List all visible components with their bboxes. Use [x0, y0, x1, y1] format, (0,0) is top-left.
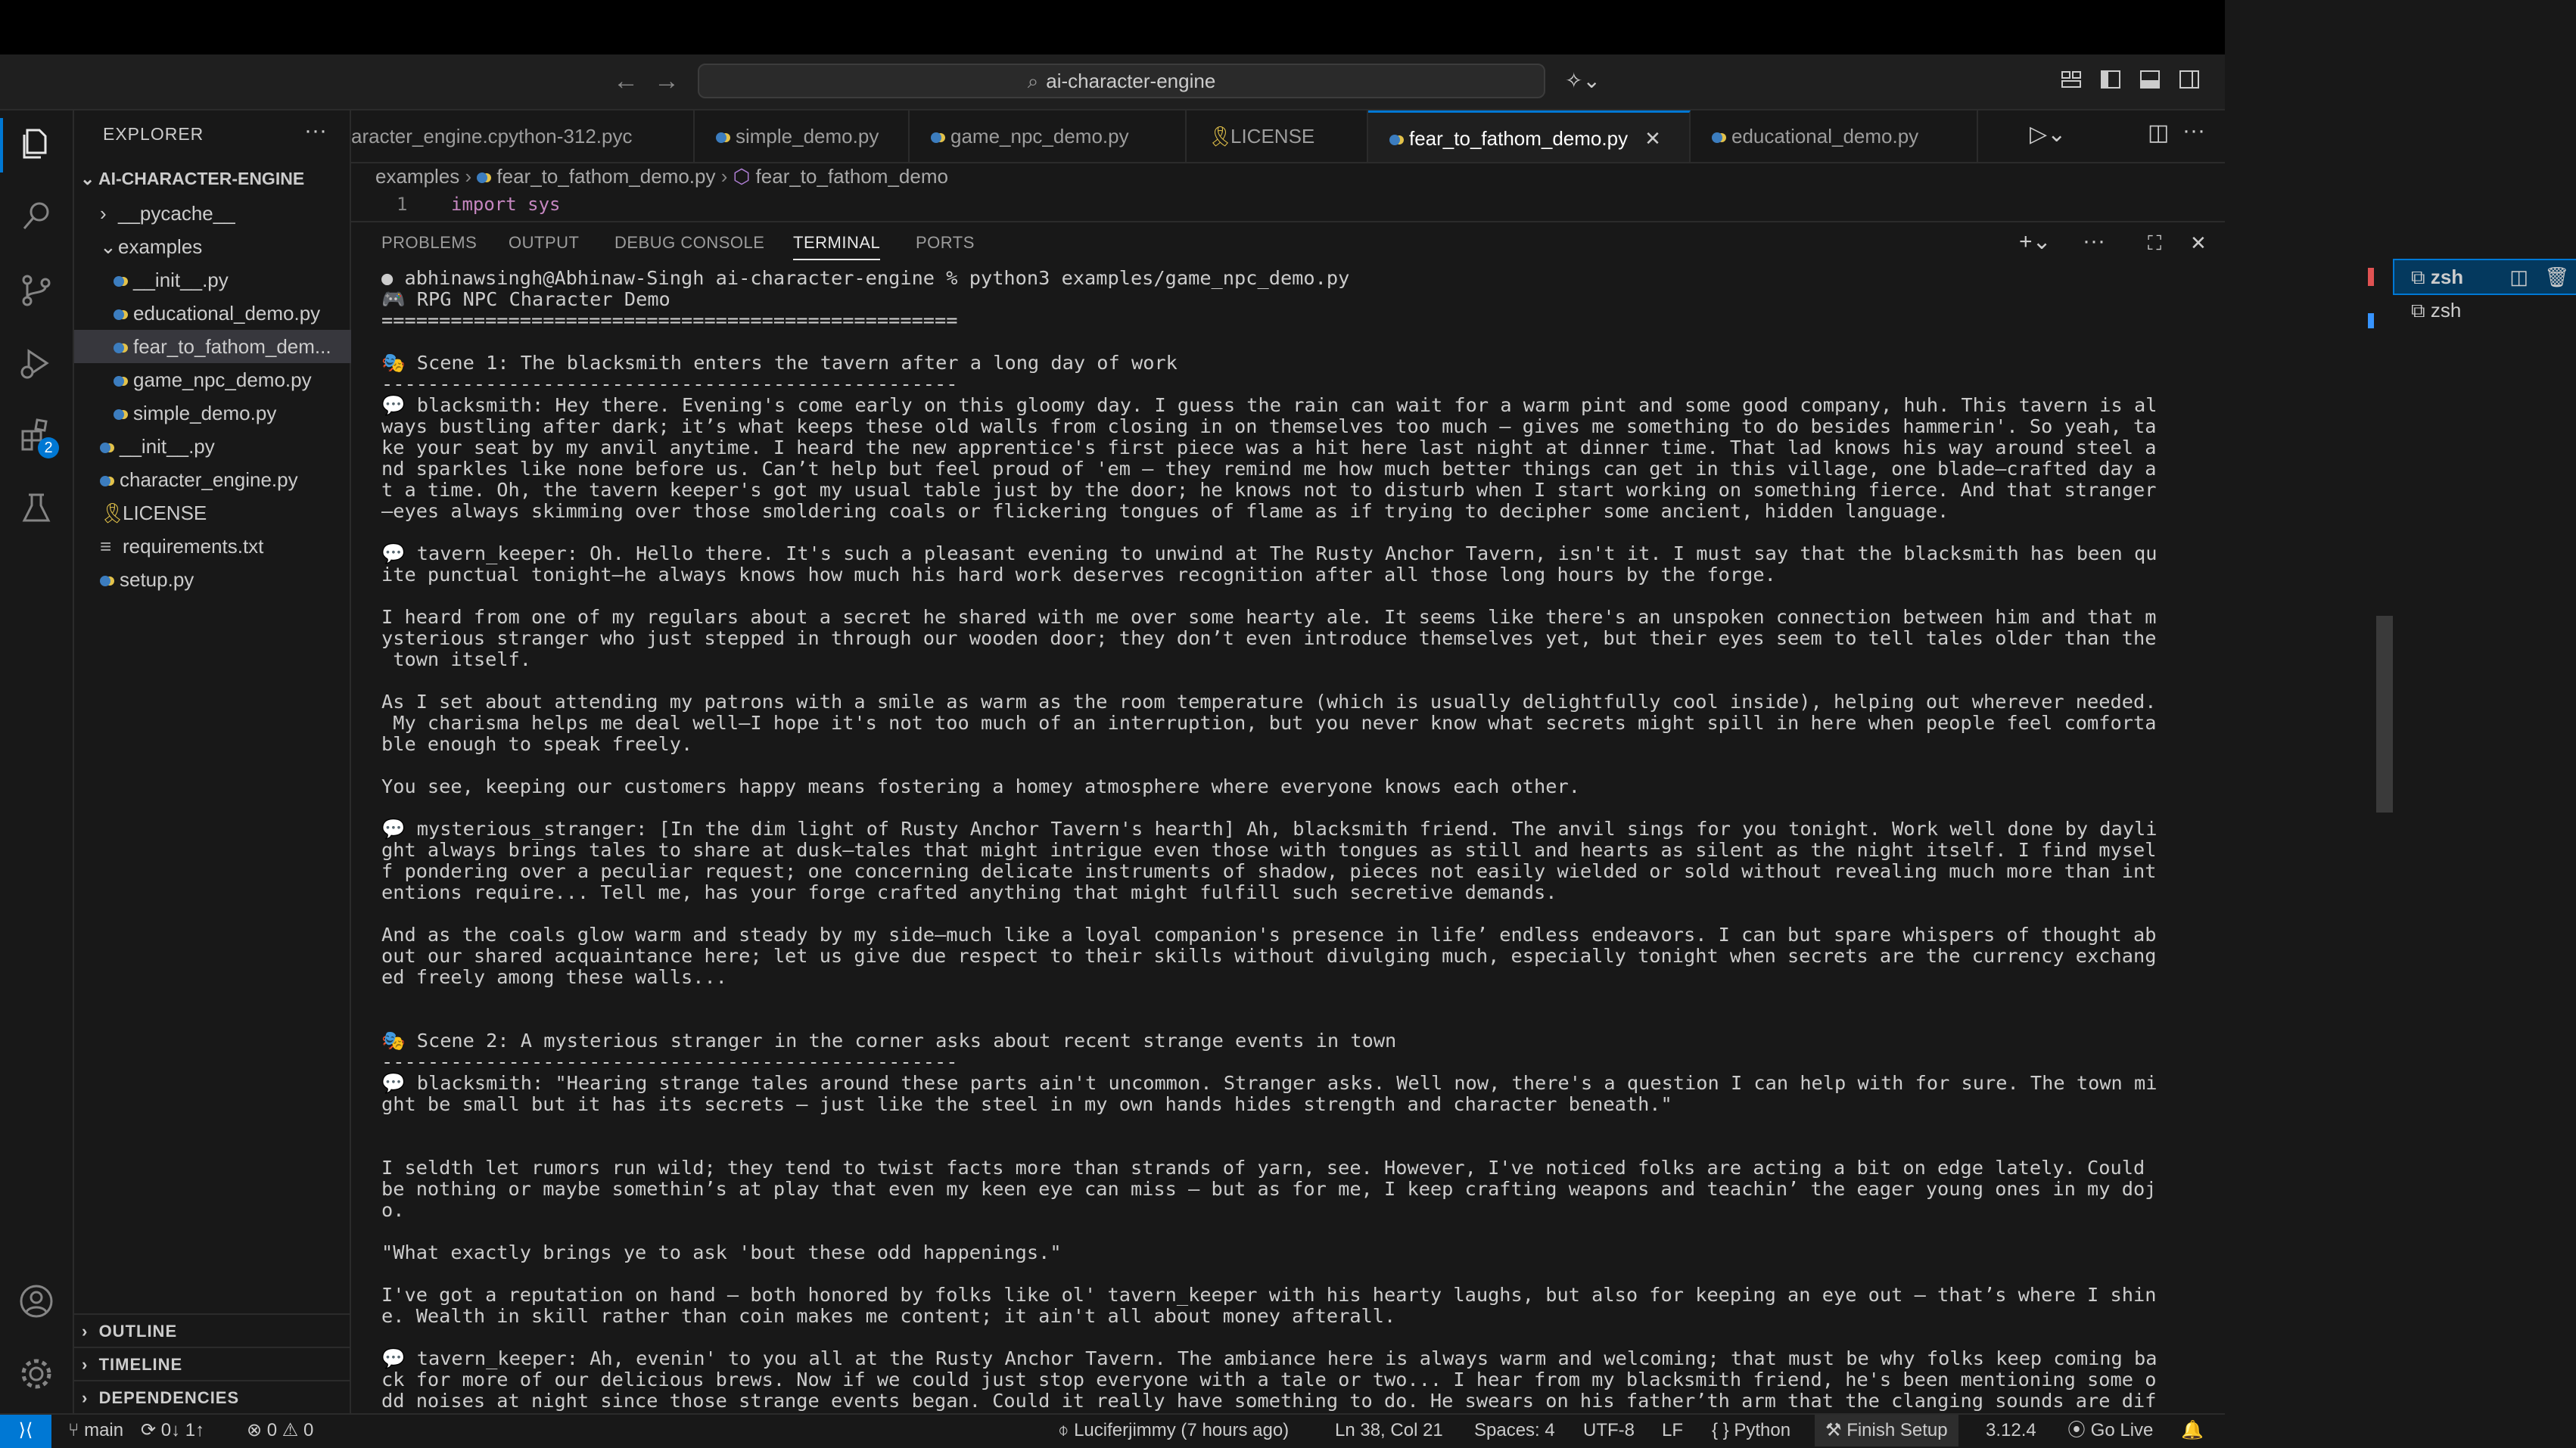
- split-editor-icon[interactable]: ◫: [2148, 120, 2170, 145]
- testing-icon[interactable]: [17, 489, 56, 528]
- terminal-line: As I set about attending my patrons with a smile as warm as the room temperature (which is usually delightfully cool inside), helping out wherever needed.: [381, 691, 2157, 713]
- timeline-section[interactable]: [74, 1347, 357, 1381]
- tab-terminal[interactable]: TERMINAL: [793, 233, 880, 260]
- terminal-line: [381, 331, 2369, 353]
- python-version[interactable]: 3.12.4: [1986, 1420, 2036, 1440]
- tab-label: game_npc_demo.py: [950, 125, 1129, 148]
- python-file-icon: [100, 443, 110, 453]
- tab-fear-to-fathom-demo[interactable]: [1368, 110, 1691, 162]
- python-file-icon: [931, 132, 941, 143]
- finish-setup-button[interactable]: [1815, 1415, 1958, 1446]
- explorer-item-label: game_npc_demo.py: [133, 368, 312, 391]
- project-name: AI-CHARACTER-ENGINE: [98, 169, 305, 188]
- explorer-item-label: simple_demo.py: [133, 402, 277, 424]
- python-file-icon: [716, 132, 726, 143]
- tab-educational-demo[interactable]: [1691, 110, 1978, 162]
- go-live-label: Go Live: [2090, 1420, 2154, 1440]
- blame-text: Luciferjimmy (7 hours ago): [1074, 1420, 1290, 1440]
- end-of-line[interactable]: LF: [1662, 1420, 1684, 1440]
- python-file-icon: [100, 576, 110, 586]
- explorer-item[interactable]: [74, 463, 375, 496]
- terminal-line: I seldth let rumors run wild; they tend to twist facts more than strands of yarn, see. However, I've noticed folks are acting a bit on edge lately. Could: [381, 1157, 2145, 1179]
- tab-label: educational_demo.py: [1731, 125, 1919, 148]
- new-terminal-icon[interactable]: +⌄: [2019, 229, 2052, 254]
- terminal-name: zsh: [2430, 266, 2464, 288]
- terminal-icon: ⧉: [2411, 266, 2425, 288]
- language-mode[interactable]: { } Python: [1712, 1420, 1791, 1440]
- tab-label: LICENSE: [1230, 125, 1315, 148]
- terminal-line: dd noises at night since those strange events began. Could it really have something to do. He swears on his father’th arm that the clanging sounds are dif: [381, 1390, 2157, 1412]
- sync-counts: 0↓ 1↑: [160, 1420, 205, 1440]
- terminal-line: t a time. Oh, the tavern keeper's got my usual table just by the door; he knows not to disturb when I start working on something fierce. And that stranger: [381, 479, 2157, 501]
- terminal-icon: ⧉: [2411, 299, 2425, 322]
- explorer-item[interactable]: [74, 496, 375, 530]
- python-file-icon: [114, 343, 124, 353]
- python-file-icon: [114, 276, 124, 287]
- terminal-line: --------------------------------------------------: [381, 1051, 958, 1073]
- terminal-line: ke your seat by my anvil anytime. I heard the new apprentice's first piece was a hit here last night at dinner time. That lad knows his way around steel a: [381, 437, 2157, 458]
- terminal-line: 🎭 Scene 1: The blacksmith enters the tavern after a long day of work: [381, 352, 1178, 374]
- chevron-right-icon: ›: [82, 1322, 89, 1341]
- explorer-header: EXPLORER: [103, 124, 204, 144]
- tab-label: aracter_engine.cpython-312.pyc: [351, 125, 633, 148]
- more-actions-icon[interactable]: ···: [2182, 118, 2205, 143]
- terminal-line: ck for more of our delicious brews. Now if we could just stop everyone with a tale or two... I hear from my blacksmith friend, he's been mentioning some o: [381, 1369, 2157, 1391]
- terminal-line: ite punctual tonight—he always knows how much his hard work deserves recognition after all those long hours by the forge.: [381, 564, 1776, 586]
- chevron-right-icon: ›: [82, 1355, 89, 1374]
- python-file-icon: [114, 409, 124, 420]
- explorer-item[interactable]: [74, 363, 389, 396]
- run-debug-icon[interactable]: [17, 343, 56, 383]
- terminal-item-zsh[interactable]: [2394, 294, 2576, 327]
- explorer-item[interactable]: [74, 230, 375, 263]
- terminal-line: "What exactly brings ye to ask 'bout these odd happenings.": [381, 1241, 1062, 1263]
- terminal-line: ysterious stranger who just stepped in through our wooden door; they don’t even introduce themselves yet, but their eyes seem to tell tales older than the: [381, 627, 2157, 649]
- explorer-icon[interactable]: [17, 124, 56, 163]
- terminal-line: town itself.: [381, 648, 531, 670]
- sync-indicator[interactable]: [141, 1415, 204, 1446]
- explorer-item[interactable]: [74, 330, 389, 363]
- terminal-line: f pondering over a peculiar request; one concerning delicate instruments of shadow, pieces not easily wielded or sold without revealing much more than int: [381, 860, 2157, 882]
- terminal-line: [381, 1263, 2369, 1285]
- git-blame[interactable]: [1058, 1415, 1289, 1446]
- forward-arrow-icon[interactable]: →: [654, 67, 680, 95]
- explorer-item-label: fear_to_fathom_dem...: [133, 335, 331, 358]
- outline-section[interactable]: [74, 1313, 357, 1348]
- dependencies-section[interactable]: [74, 1380, 357, 1415]
- layout-customize-icon[interactable]: [2060, 68, 2083, 91]
- git-branch-icon: ⑂: [68, 1420, 79, 1440]
- module-symbol-icon: ⬡: [733, 165, 751, 188]
- explorer-item[interactable]: [74, 297, 389, 330]
- terminal-output[interactable]: [381, 268, 2369, 1412]
- text-file-icon: ≡: [100, 535, 112, 558]
- tab-license[interactable]: [1187, 110, 1368, 162]
- editor-tabs: [351, 110, 2225, 163]
- python-file-icon: [1712, 132, 1722, 143]
- chevron-right-icon: ›: [82, 1388, 89, 1407]
- explorer-item[interactable]: [74, 197, 375, 230]
- terminal-line: 💬 mysterious_stranger: [In the dim light of Rusty Anchor Tavern's hearth] Ah, blacksmith friend. The anvil sings for you tonight. Work well done by dayli: [381, 818, 2158, 840]
- terminal-line: 💬 blacksmith: "Hearing strange tales around these parts ain't uncommon. Stranger asks. Well now, there's a question I can help with for sure. The town mi: [381, 1072, 2158, 1094]
- window-top-bar: [0, 0, 2225, 54]
- terminal-line: [381, 1136, 2369, 1157]
- terminal-line: ● abhinawsingh@Abhinaw-Singh ai-character-engine % python3 examples/game_npc_demo.py: [381, 267, 1350, 289]
- python-file-icon: [114, 309, 124, 320]
- explorer-item-label: examples: [118, 235, 203, 258]
- terminal-line: --------------------------------------------------: [381, 373, 958, 395]
- terminal-line: —eyes always skimming over those smoldering coals or flickering tongues of flame as if trying to decipher some ancient, hidden language.: [381, 500, 1949, 522]
- terminal-line: 💬 blacksmith: Hey there. Evening's come early on this gloomy day. I guess the rain can wait for a warm pint and some good company, huh. This tavern is al: [381, 394, 2158, 416]
- terminal-line: [381, 1327, 2369, 1348]
- broadcast-icon: ⦿: [2067, 1420, 2086, 1440]
- explorer-item[interactable]: [74, 530, 375, 563]
- accounts-icon[interactable]: [17, 1282, 56, 1321]
- chevron-down-icon: ⌄: [100, 235, 117, 258]
- toggle-panel-icon[interactable]: [2139, 68, 2161, 91]
- code-line: import sys: [451, 194, 561, 215]
- tab-label: fear_to_fathom_demo.py: [1409, 127, 1629, 150]
- terminal-line: 🎮 RPG NPC Character Demo: [381, 288, 670, 310]
- source-control-icon[interactable]: [17, 271, 56, 310]
- tab-problems[interactable]: PROBLEMS: [381, 233, 478, 252]
- go-live-button[interactable]: [2067, 1415, 2153, 1446]
- title-bar: [0, 54, 2225, 110]
- tab-pyc[interactable]: [351, 110, 695, 162]
- terminal-line: ble enough to speak freely.: [381, 733, 693, 755]
- activity-bar: [0, 110, 74, 1413]
- terminal-line: e. Wealth in skill rather than coin makes me content; it ain't all about money afterall.: [381, 1305, 1396, 1327]
- cursor-position[interactable]: Ln 38, Col 21: [1335, 1420, 1443, 1440]
- chevron-right-icon: ›: [100, 202, 107, 225]
- terminal-line: [381, 1115, 2369, 1136]
- terminal-line: ways bustling after dark; it’s what keeps these old walls from closing in on themselves too much — gives me something to do besides hammerin'. So yeah, ta: [381, 415, 2157, 437]
- notifications-bell-icon[interactable]: 🔔: [2181, 1420, 2204, 1440]
- terminal-line: nd sparkles like none before us. Can’t help but feel proud of 'em — they remind me how much better things can get in this village, one blade—crafted day a: [381, 458, 2157, 480]
- toggle-primary-sidebar-icon[interactable]: [2099, 68, 2122, 91]
- dependencies-label: DEPENDENCIES: [98, 1388, 240, 1407]
- manage-gear-icon[interactable]: [17, 1354, 56, 1394]
- terminal-line: [381, 586, 2369, 607]
- terminal-line: [381, 1221, 2369, 1242]
- tab-simple-demo[interactable]: [695, 110, 910, 162]
- remote-indicator-icon[interactable]: ⟩⟨: [0, 1415, 51, 1448]
- terminal-line: entions require... Tell me, has your forge crafted anything that might fulfill such secretive demands.: [381, 881, 1557, 903]
- terminal-line: 🎭 Scene 2: A mysterious stranger in the corner asks about recent strange events in town: [381, 1030, 1397, 1052]
- explorer-item-label: requirements.txt: [123, 535, 264, 558]
- branch-indicator[interactable]: [68, 1415, 123, 1446]
- command-center-search[interactable]: [698, 64, 1545, 98]
- terminal-line: ght always brings tales to share at dusk—tales that might intrigue even those with tongues as still and hearts as silent as the night itself. I find mysel: [381, 839, 2157, 861]
- problems-indicator[interactable]: ⊗ 0 ⚠ 0: [247, 1420, 314, 1440]
- terminal-line: be nothing or maybe somethin’s at play that even my keen eye can miss — but as for me, I keep crafting weapons and teachin’ the eager young ones in my doj: [381, 1178, 2157, 1200]
- timeline-label: TIMELINE: [98, 1355, 183, 1374]
- python-file-icon: [1389, 135, 1400, 145]
- maximize-panel-icon[interactable]: ⛶: [2148, 231, 2162, 254]
- terminal-name: zsh: [2430, 299, 2462, 322]
- terminal-line: out our shared acquaintance here; let us give due respect to their skills without divulging much, especially tonight when secrets are the currency exchang: [381, 945, 2157, 967]
- explorer-item-label: __init__.py: [120, 435, 215, 458]
- terminal-line: 💬 tavern_keeper: Oh. Hello there. It's such a pleasant evening to unwind at The Rusty Anchor Tavern, isn't it. I must say that the blacksmith has been qu: [381, 542, 2158, 564]
- split-terminal-icon[interactable]: ◫: [2509, 266, 2528, 288]
- git-commit-icon: ⌽: [1058, 1420, 1069, 1440]
- finish-setup-label: Finish Setup: [1846, 1420, 1948, 1440]
- bottom-panel: [351, 221, 2570, 1415]
- python-file-icon: [114, 376, 124, 387]
- tab-label: simple_demo.py: [736, 125, 879, 148]
- terminal-line: I heard from one of my regulars about a secret he shared with me over some hearty ale. It seems like there's an unspoken connection between him and that m: [381, 606, 2157, 628]
- editor-visible-line[interactable]: [351, 194, 2016, 216]
- tab-debug-console[interactable]: DEBUG CONSOLE: [614, 233, 765, 252]
- terminal-line: You see, keeping our customers happy means fostering a homey atmosphere where everyone knows each other.: [381, 775, 1580, 797]
- active-view-indicator: [0, 118, 3, 172]
- terminal-line: o.: [381, 1199, 405, 1221]
- close-icon[interactable]: ✕: [1644, 127, 1661, 150]
- terminal-line: [381, 797, 2369, 819]
- python-file-icon: [477, 172, 487, 183]
- terminal-line: [381, 522, 2369, 543]
- copilot-icon[interactable]: ✧⌄: [1565, 69, 1601, 92]
- explorer-more-actions-icon[interactable]: ···: [304, 118, 327, 143]
- branch-name: main: [84, 1420, 124, 1440]
- terminal-line: [381, 1009, 2369, 1030]
- search-icon[interactable]: [17, 197, 56, 236]
- python-file-icon: [100, 476, 110, 486]
- terminal-line: [381, 988, 2369, 1009]
- setup-icon: ⚒: [1825, 1420, 1842, 1440]
- terminal-line: My charisma helps me deal well—I hope it's not too much of an interruption, but you never know what secrets might spill in here when people feel comforta: [381, 712, 2157, 734]
- terminal-line: ght be small but it has its secrets — just like the steel in my own hands hides strength and character beneath.": [381, 1093, 1672, 1115]
- explorer-item[interactable]: [74, 430, 375, 463]
- terminal-line: [381, 755, 2369, 776]
- close-panel-icon[interactable]: ✕: [2190, 231, 2207, 254]
- tab-output[interactable]: OUTPUT: [509, 233, 580, 252]
- run-python-file-icon[interactable]: ▷⌄: [2030, 122, 2067, 147]
- search-label: ai-character-engine: [1046, 70, 1216, 92]
- license-icon: 🎗: [1208, 125, 1234, 148]
- back-arrow-icon[interactable]: ←: [613, 67, 639, 95]
- outline-label: OUTLINE: [98, 1322, 178, 1341]
- tab-ports[interactable]: PORTS: [916, 233, 975, 252]
- breadcrumb-symbol[interactable]: fear_to_fathom_demo: [755, 165, 948, 188]
- explorer-item-label: educational_demo.py: [133, 302, 321, 325]
- explorer-item-label: character_engine.py: [120, 468, 298, 491]
- explorer-item[interactable]: [74, 263, 389, 297]
- license-icon: 🎗: [100, 502, 126, 524]
- explorer-item[interactable]: [74, 563, 375, 596]
- tab-game-npc-demo[interactable]: [910, 110, 1187, 162]
- explorer-sidebar: [74, 110, 351, 1413]
- sync-icon: ⟳: [141, 1420, 157, 1440]
- terminal-overview-marker: [2368, 268, 2374, 286]
- terminal-scrollbar[interactable]: [2376, 616, 2393, 813]
- breadcrumb-file[interactable]: fear_to_fathom_demo.py: [496, 165, 716, 188]
- kill-terminal-icon[interactable]: 🗑: [2544, 266, 2570, 288]
- terminal-line: And as the coals glow warm and steady by my side—much like a loyal companion's presence in life’ endless endeavors. I can but spare whispers of thought ab: [381, 924, 2157, 946]
- terminal-line: 💬 tavern_keeper: Ah, evenin' to you all at the Rusty Anchor Tavern. The ambiance here is always warm and welcoming; that must be why folks keep coming ba: [381, 1347, 2158, 1369]
- extensions-badge: 2: [38, 437, 59, 458]
- breadcrumb-folder[interactable]: examples: [375, 165, 460, 188]
- explorer-item-label: setup.py: [120, 568, 194, 591]
- terminal-overview-marker: [2368, 313, 2374, 328]
- chevron-down-icon: ⌄: [80, 169, 95, 188]
- indentation[interactable]: Spaces: 4: [1474, 1420, 1555, 1440]
- terminal-line: [381, 670, 2369, 691]
- explorer-item-label: __pycache__: [118, 202, 235, 225]
- toggle-secondary-sidebar-icon[interactable]: [2178, 68, 2201, 91]
- terminal-item-zsh[interactable]: [2394, 260, 2576, 294]
- terminal-line: ==================================================: [381, 309, 958, 331]
- explorer-item[interactable]: [74, 396, 389, 430]
- terminal-list: [2394, 260, 2576, 327]
- explorer-item-label: __init__.py: [133, 269, 229, 291]
- search-icon: ⌕: [1027, 70, 1039, 92]
- breadcrumb: examples › fear_to_fathom_demo.py › ⬡ fear_to_fathom_demo: [375, 165, 948, 188]
- explorer-item-label: LICENSE: [123, 502, 207, 524]
- terminal-more-icon[interactable]: ···: [2083, 228, 2105, 253]
- line-number: 1: [397, 194, 408, 215]
- encoding[interactable]: UTF-8: [1583, 1420, 1635, 1440]
- project-root[interactable]: [74, 162, 356, 195]
- terminal-line: [381, 903, 2369, 924]
- status-bar: [0, 1413, 2225, 1448]
- terminal-line: I've got a reputation on hand — both honored by folks like ol' tavern_keeper with his hearty laughs, but also for keeping an eye out — that’s where I shin: [381, 1284, 2157, 1306]
- terminal-line: ed freely among these walls...: [381, 966, 727, 988]
